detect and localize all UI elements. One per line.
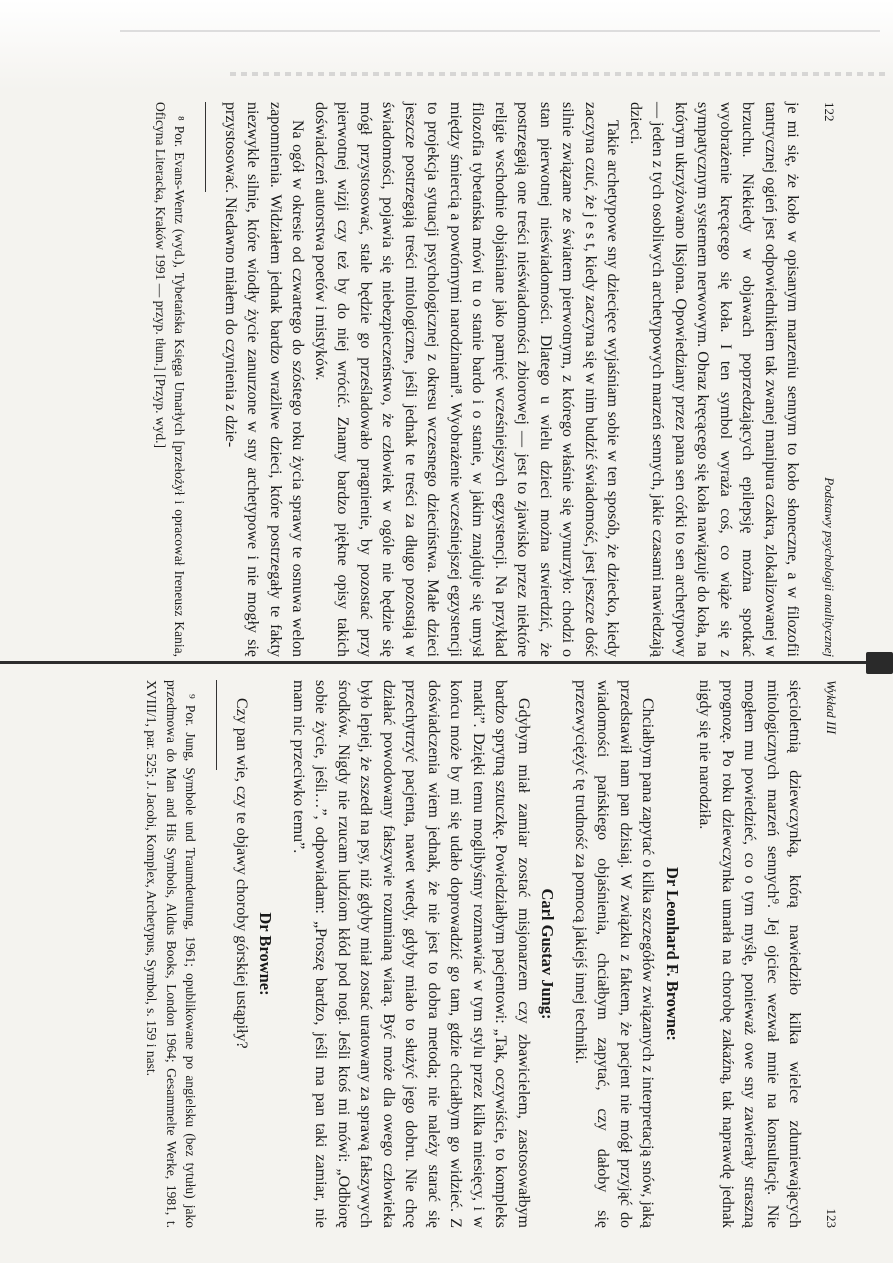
body-paragraph: sięcioletnią dziewczynką, którą nawiedziło kilka wielce zdumiewających mitologicznych marzeń sennych⁹. Jej ojciec wezwał mnie na konsultację. Nie mogłem mu powiedzieć, co o tym myślę, ponieważ owe sny zawierały straszną prognozę. Po roku dziewczynka umarła na chorobę zakaźną, tak naprawdę jednak nigdy się nie narodziła. bbox=[696, 680, 804, 1228]
scan-margin bbox=[0, 0, 893, 90]
body-paragraph: Takie archetypowe sny dziecięce wyjaśniam sobie w ten sposób, że dziecko, kiedy zaczyna czuć, że j e s t, kiedy zaczyna się w nim budzić świadomość, jest jeszcze dość silnie związane ze światem pierwotnym, z którego właśnie się wynurzyło: chodzi o stan pierwotnej nieświadomości. Dlatego u wielu dzieci można stwierdzić, że postrzegają one treści nieświadomości zbiorowej — jest to zjawisko przez niektóre religie wschodnie objaśniane jako pamięć wcześniejszych egzystencji. Na przykład filozofia tybetańska mówi tu o stanie bardo i o stanie, w jakim znajduje się umysł między śmiercią a powtórnymi narodzinami⁸. Wyobrażenie wcześniejszej egzystencji to projekcja sytuacji psychologicznej z okresu wczesnego dzieciństwa. Małe dzieci jeszcze postrzegają treści mitologiczne, jeśli jednak te treści za długo pozostają w świadomości, pojawia się niebezpieczeństwo, że człowiek w ogóle nie będzie się mógł przystosować, stale będzie go prześladowało pragnienie, by pozostać przy pierwotnej wizji czy też by do niej wrócić. Znamy bardzo piękne opisy takich doświadczeń autorstwa poetów i mistyków. bbox=[312, 102, 622, 657]
scan-artifact bbox=[120, 30, 880, 32]
footnote: ⁹ Por. Jung, Symbole und Traumdeutung, 1961; opublikowane po angielsku (bez tytułu) jako przedmowa do Man and His Symbols, Aldus Books, London 1964; Gesammelte Werke, 1981, t. XVIII/1, par. 525; J. Jacobi, Komplex, Archetypus, Symbol, s. 159 i nast. bbox=[144, 680, 199, 1228]
page-123 bbox=[142, 680, 842, 1228]
page-header bbox=[818, 102, 841, 657]
speaker-heading: Dr Leonhard F. Browne: bbox=[663, 867, 682, 1041]
speaker-heading: Carl Gustav Jung: bbox=[538, 888, 558, 1020]
gutter-shadow bbox=[866, 652, 893, 674]
footnote-rule bbox=[206, 102, 207, 192]
body-paragraph: Czy pan wie, czy te objawy choroby górskiej ustąpiły? bbox=[233, 698, 250, 1049]
book-gutter bbox=[0, 661, 893, 664]
page-number: 123 bbox=[824, 1208, 839, 1228]
scan-artifact-dots bbox=[230, 72, 890, 76]
running-head: Podstawy psychologii analitycznej bbox=[822, 477, 837, 657]
page-header bbox=[820, 680, 843, 1228]
speaker-heading: Dr Browne: bbox=[256, 912, 276, 996]
footnote: ⁸ Por. Evans-Wentz (wyd.), Tybetańska Księga Umarłych [przełożył i opracował Ireneusz Kania, Oficyna Literacka, Kraków 1991 — przyp. tłum.] [Przyp. wyd.] bbox=[153, 102, 188, 657]
page-122 bbox=[151, 102, 841, 657]
body-paragraph: Chciałbym pana zapytać o kilka szczegółów związanych z interpretacją snów, jaką przedstawił nam pan dzisiaj. W związku z faktem, że pacjent nie mógł przyjąć do wiadomości pańskiego objaśnienia, chciałbym zapytać, czy dałoby się przezwyciężyć tę trudność za pomocą jakiejś innej techniki. bbox=[572, 680, 657, 1228]
running-head: Wykład III bbox=[824, 680, 839, 735]
body-paragraph: Gdybym miał zamiar zostać misjonarzem czy zbawicielem, zastosowałbym bardzo sprytną sztuczkę. Powiedziałbym pacjentowi: „Tak, oczywiście, to kompleks matki”. Dzięki temu moglibyśmy rozmawiać w tym stylu przez kilka miesięcy, i w końcu może by mi się udało doprowadzić go tam, gdzie chciałbym go widzieć. Z doświadczenia wiem jednak, że nie jest to dobra metoda; nie należy starać się przechytrzyć pacjenta, nawet wtedy, gdyby miało to służyć jego dobru. Nie chcę działać powodowany fałszywie rozumianą wiarą. Być może dla owego człowieka było lepiej, że zszedł na psy, niż gdyby miał zostać uratowany za sprawą fałszywych środków. Nigdy nie rzucam ludziom kłód pod nogi. Jeśli ktoś mi mówi: „Odbiorę sobie życie, jeśli…”, odpowiadam: „Proszę bardzo, jeśli ma pan taki zamiar, nie mam nic przeciwko temu”. bbox=[290, 680, 532, 1228]
page-number: 122 bbox=[822, 102, 837, 122]
body-paragraph: Na ogół w okresie od czwartego do szóstego roku życia sprawy te osnuwa welon zapomnienia. Widziałem jednak bardzo wrażliwe dzieci, które postrzegały te fakty niezwykle silnie, które wiodły życie zanurzone w sny archetypowe i nie mogły się przystosować. Niedawno miałem do czynienia z dzie- bbox=[222, 102, 307, 657]
body-paragraph: je mi się, że koło w opisanym marzeniu sennym to koło słoneczne, a w filozofii tantrycznej ogień jest odpowiednikiem tak zwanej manipura czakra, zlokalizowanej w brzuchu. Niekiedy w objawach poprzedzających epilepsję można spotkać wyobrażenie kręcącego się koła. I ten symbol wyraża coś, co wiąże się z sympatycznym systemem nerwowym. Obraz kręcącego się koła nawiązuje do koła, na którym ukrzyżowano Iksjona. Opowiedziany przez pana sen córki to sen archetypowy — jeden z tych osobliwych archetypowych marzeń sennych, jakie czasami nawiedzają dzieci. bbox=[627, 102, 802, 657]
footnote-rule bbox=[217, 680, 218, 770]
